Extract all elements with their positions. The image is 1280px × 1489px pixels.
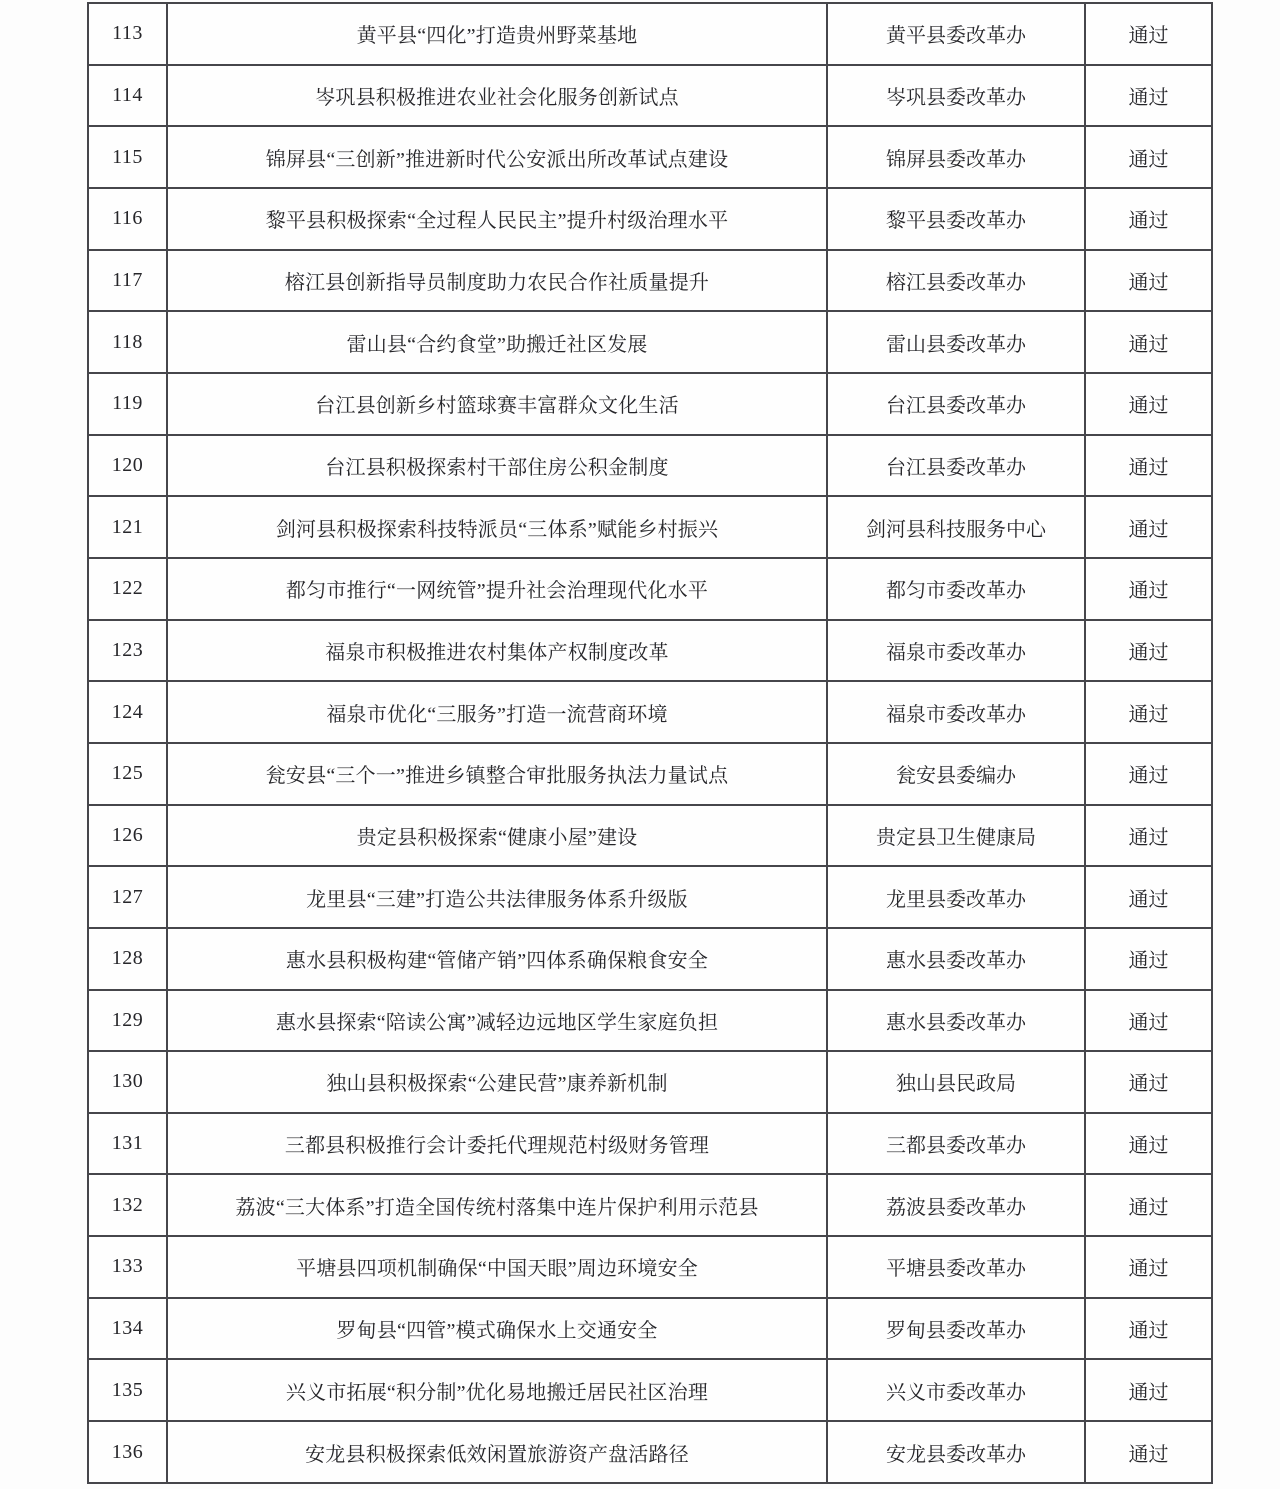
responsible-org-cell: 黎平县委改革办 bbox=[827, 188, 1085, 250]
responsible-org-cell: 贵定县卫生健康局 bbox=[827, 805, 1085, 867]
project-title-cell: 黎平县积极探索“全过程人民民主”提升村级治理水平 bbox=[167, 188, 827, 250]
responsible-org-cell: 龙里县委改革办 bbox=[827, 866, 1085, 928]
responsible-org-cell: 黄平县委改革办 bbox=[827, 3, 1085, 65]
table-row bbox=[88, 1174, 1212, 1236]
project-title-cell: 贵定县积极探索“健康小屋”建设 bbox=[167, 805, 827, 867]
table-row bbox=[88, 1113, 1212, 1175]
row-number-cell: 135 bbox=[88, 1359, 167, 1421]
table-row bbox=[88, 558, 1212, 620]
table-row bbox=[88, 990, 1212, 1052]
project-title-cell: 榕江县创新指导员制度助力农民合作社质量提升 bbox=[167, 250, 827, 312]
project-title-cell: 三都县积极推行会计委托代理规范村级财务管理 bbox=[167, 1113, 827, 1175]
status-cell: 通过 bbox=[1085, 1236, 1212, 1298]
status-cell: 通过 bbox=[1085, 311, 1212, 373]
row-number-cell: 128 bbox=[88, 928, 167, 990]
status-cell: 通过 bbox=[1085, 928, 1212, 990]
approval-projects-table bbox=[87, 2, 1213, 1484]
table-row bbox=[88, 1298, 1212, 1360]
responsible-org-cell: 剑河县科技服务中心 bbox=[827, 496, 1085, 558]
table-row bbox=[88, 126, 1212, 188]
responsible-org-cell: 榕江县委改革办 bbox=[827, 250, 1085, 312]
project-title-cell: 雷山县“合约食堂”助搬迁社区发展 bbox=[167, 311, 827, 373]
row-number-cell: 117 bbox=[88, 250, 167, 312]
project-title-cell: 岑巩县积极推进农业社会化服务创新试点 bbox=[167, 65, 827, 127]
row-number-cell: 115 bbox=[88, 126, 167, 188]
project-title-cell: 锦屏县“三创新”推进新时代公安派出所改革试点建设 bbox=[167, 126, 827, 188]
table-row bbox=[88, 620, 1212, 682]
project-title-cell: 都匀市推行“一网统管”提升社会治理现代化水平 bbox=[167, 558, 827, 620]
row-number-cell: 113 bbox=[88, 3, 167, 65]
responsible-org-cell: 安龙县委改革办 bbox=[827, 1421, 1085, 1483]
table-body bbox=[88, 3, 1212, 1483]
row-number-cell: 134 bbox=[88, 1298, 167, 1360]
table-row bbox=[88, 1421, 1212, 1483]
project-title-cell: 黄平县“四化”打造贵州野菜基地 bbox=[167, 3, 827, 65]
row-number-cell: 118 bbox=[88, 311, 167, 373]
responsible-org-cell: 惠水县委改革办 bbox=[827, 928, 1085, 990]
status-cell: 通过 bbox=[1085, 743, 1212, 805]
project-title-cell: 独山县积极探索“公建民营”康养新机制 bbox=[167, 1051, 827, 1113]
status-cell: 通过 bbox=[1085, 1174, 1212, 1236]
responsible-org-cell: 罗甸县委改革办 bbox=[827, 1298, 1085, 1360]
responsible-org-cell: 都匀市委改革办 bbox=[827, 558, 1085, 620]
project-title-cell: 龙里县“三建”打造公共法律服务体系升级版 bbox=[167, 866, 827, 928]
responsible-org-cell: 台江县委改革办 bbox=[827, 373, 1085, 435]
row-number-cell: 133 bbox=[88, 1236, 167, 1298]
status-cell: 通过 bbox=[1085, 1421, 1212, 1483]
table-row bbox=[88, 188, 1212, 250]
responsible-org-cell: 兴义市委改革办 bbox=[827, 1359, 1085, 1421]
status-cell: 通过 bbox=[1085, 496, 1212, 558]
status-cell: 通过 bbox=[1085, 805, 1212, 867]
table-row bbox=[88, 1236, 1212, 1298]
responsible-org-cell: 独山县民政局 bbox=[827, 1051, 1085, 1113]
row-number-cell: 127 bbox=[88, 866, 167, 928]
table-row bbox=[88, 743, 1212, 805]
project-title-cell: 剑河县积极探索科技特派员“三体系”赋能乡村振兴 bbox=[167, 496, 827, 558]
status-cell: 通过 bbox=[1085, 250, 1212, 312]
status-cell: 通过 bbox=[1085, 1298, 1212, 1360]
table-row bbox=[88, 373, 1212, 435]
status-cell: 通过 bbox=[1085, 620, 1212, 682]
table-row bbox=[88, 250, 1212, 312]
responsible-org-cell: 雷山县委改革办 bbox=[827, 311, 1085, 373]
status-cell: 通过 bbox=[1085, 3, 1212, 65]
row-number-cell: 123 bbox=[88, 620, 167, 682]
status-cell: 通过 bbox=[1085, 1113, 1212, 1175]
row-number-cell: 121 bbox=[88, 496, 167, 558]
status-cell: 通过 bbox=[1085, 990, 1212, 1052]
project-title-cell: 瓮安县“三个一”推进乡镇整合审批服务执法力量试点 bbox=[167, 743, 827, 805]
project-title-cell: 平塘县四项机制确保“中国天眼”周边环境安全 bbox=[167, 1236, 827, 1298]
table-row bbox=[88, 1051, 1212, 1113]
row-number-cell: 136 bbox=[88, 1421, 167, 1483]
project-title-cell: 兴义市拓展“积分制”优化易地搬迁居民社区治理 bbox=[167, 1359, 827, 1421]
status-cell: 通过 bbox=[1085, 1051, 1212, 1113]
row-number-cell: 114 bbox=[88, 65, 167, 127]
responsible-org-cell: 台江县委改革办 bbox=[827, 435, 1085, 497]
approval-table-wrap bbox=[87, 2, 1211, 1484]
status-cell: 通过 bbox=[1085, 373, 1212, 435]
table-row bbox=[88, 3, 1212, 65]
table-row bbox=[88, 681, 1212, 743]
status-cell: 通过 bbox=[1085, 681, 1212, 743]
status-cell: 通过 bbox=[1085, 126, 1212, 188]
project-title-cell: 安龙县积极探索低效闲置旅游资产盘活路径 bbox=[167, 1421, 827, 1483]
row-number-cell: 119 bbox=[88, 373, 167, 435]
responsible-org-cell: 三都县委改革办 bbox=[827, 1113, 1085, 1175]
responsible-org-cell: 福泉市委改革办 bbox=[827, 620, 1085, 682]
responsible-org-cell: 瓮安县委编办 bbox=[827, 743, 1085, 805]
row-number-cell: 129 bbox=[88, 990, 167, 1052]
status-cell: 通过 bbox=[1085, 65, 1212, 127]
project-title-cell: 惠水县探索“陪读公寓”减轻边远地区学生家庭负担 bbox=[167, 990, 827, 1052]
project-title-cell: 台江县创新乡村篮球赛丰富群众文化生活 bbox=[167, 373, 827, 435]
status-cell: 通过 bbox=[1085, 188, 1212, 250]
project-title-cell: 福泉市优化“三服务”打造一流营商环境 bbox=[167, 681, 827, 743]
project-title-cell: 台江县积极探索村干部住房公积金制度 bbox=[167, 435, 827, 497]
responsible-org-cell: 锦屏县委改革办 bbox=[827, 126, 1085, 188]
row-number-cell: 124 bbox=[88, 681, 167, 743]
row-number-cell: 120 bbox=[88, 435, 167, 497]
status-cell: 通过 bbox=[1085, 558, 1212, 620]
responsible-org-cell: 惠水县委改革办 bbox=[827, 990, 1085, 1052]
table-row bbox=[88, 866, 1212, 928]
project-title-cell: 福泉市积极推进农村集体产权制度改革 bbox=[167, 620, 827, 682]
row-number-cell: 130 bbox=[88, 1051, 167, 1113]
status-cell: 通过 bbox=[1085, 866, 1212, 928]
status-cell: 通过 bbox=[1085, 1359, 1212, 1421]
row-number-cell: 132 bbox=[88, 1174, 167, 1236]
project-title-cell: 荔波“三大体系”打造全国传统村落集中连片保护利用示范县 bbox=[167, 1174, 827, 1236]
table-row bbox=[88, 805, 1212, 867]
responsible-org-cell: 荔波县委改革办 bbox=[827, 1174, 1085, 1236]
row-number-cell: 131 bbox=[88, 1113, 167, 1175]
table-row bbox=[88, 65, 1212, 127]
project-title-cell: 罗甸县“四管”模式确保水上交通安全 bbox=[167, 1298, 827, 1360]
table-row bbox=[88, 311, 1212, 373]
responsible-org-cell: 福泉市委改革办 bbox=[827, 681, 1085, 743]
table-row bbox=[88, 496, 1212, 558]
row-number-cell: 122 bbox=[88, 558, 167, 620]
status-cell: 通过 bbox=[1085, 435, 1212, 497]
row-number-cell: 125 bbox=[88, 743, 167, 805]
responsible-org-cell: 岑巩县委改革办 bbox=[827, 65, 1085, 127]
table-row bbox=[88, 1359, 1212, 1421]
row-number-cell: 116 bbox=[88, 188, 167, 250]
table-row bbox=[88, 928, 1212, 990]
row-number-cell: 126 bbox=[88, 805, 167, 867]
responsible-org-cell: 平塘县委改革办 bbox=[827, 1236, 1085, 1298]
project-title-cell: 惠水县积极构建“管储产销”四体系确保粮食安全 bbox=[167, 928, 827, 990]
table-row bbox=[88, 435, 1212, 497]
